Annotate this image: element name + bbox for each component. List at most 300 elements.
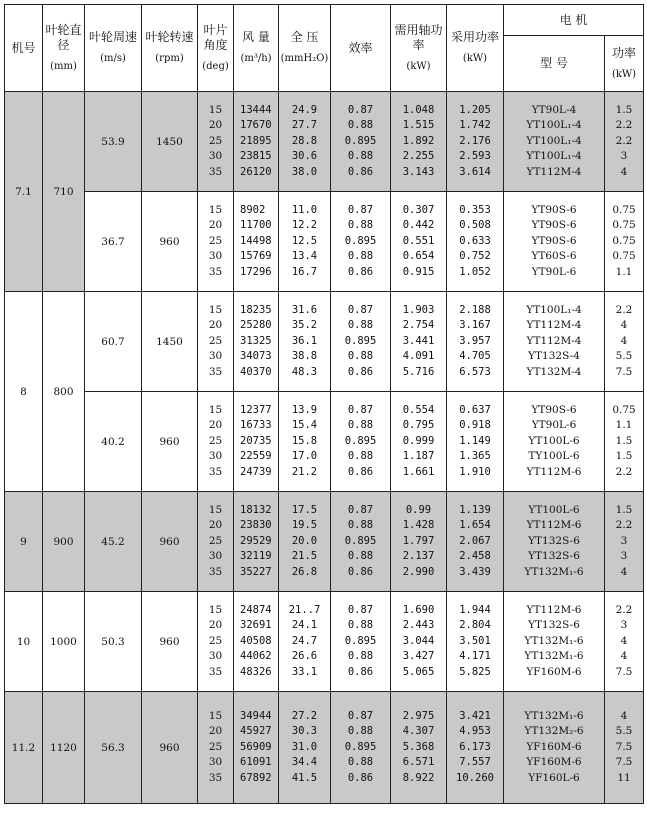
cell-value: 24874 [240,603,272,616]
header-shaft-power: 需用轴功 率 (kW) [391,5,447,92]
header-no: 机号 [5,5,43,92]
motor-power-cell [605,92,644,192]
cell-value: YT90S-6 [531,203,577,216]
cell-value: YT132S-6 [528,550,580,563]
pressure-cell [279,492,331,592]
cell-value: 0.88 [347,619,374,632]
cell-value: 1.797 [402,534,435,547]
tip-speed-cell: 50.3 [85,592,142,692]
cell-value: 0.307 [402,203,435,216]
cell-value: 1.690 [402,603,435,616]
cell-value: 40370 [240,365,272,378]
cell-value: 0.633 [459,234,491,247]
efficiency-cell [331,92,391,192]
cell-value: 0.75 [612,219,636,232]
cell-value: YT112M-4 [526,319,582,332]
cell-value: 3.044 [402,634,435,647]
cell-value: 61091 [240,756,272,769]
cell-value: 3 [620,150,628,163]
cell-value: 48326 [240,665,272,678]
cell-value: 0.75 [612,234,636,247]
blade-angle-cell [198,292,234,392]
rot-speed-cell: 1450 [142,292,198,392]
cell-value: 0.554 [402,403,435,416]
cell-value: 0.88 [347,650,374,663]
cell-value: 0.895 [344,134,377,147]
cell-value: 3 [620,619,628,632]
header-tip-speed: 叶轮周速 (m/s) [85,5,142,92]
model-number-cell: 10 [5,592,43,692]
cell-value: 30 [208,550,223,563]
cell-value: 1.5 [615,103,633,116]
cell-value: 36.1 [291,334,318,347]
rot-speed-cell: 960 [142,492,198,592]
cell-value: 0.915 [402,265,435,278]
motor-power-cell [605,292,644,392]
cell-value: 0.895 [344,234,377,247]
motor-model-cell [504,392,605,492]
cell-value: 0.895 [344,334,377,347]
cell-value: 0.895 [344,634,377,647]
cell-value: 0.86 [347,565,374,578]
diameter-cell: 1120 [43,692,85,804]
model-number-cell: 9 [5,492,43,592]
cell-value: 33.1 [291,665,318,678]
cell-value: 25 [208,334,223,347]
cell-value: 3.167 [459,319,491,332]
cell-value: 17.0 [291,450,318,463]
motor-model-cell [504,92,605,192]
cell-value: 6.173 [459,740,491,753]
shaft-power-cell [391,292,447,392]
cell-value: 1.149 [459,434,491,447]
cell-value: 15 [208,503,223,516]
cell-value: 3.957 [459,334,491,347]
adopted-power-cell [447,692,504,804]
cell-value: 0.88 [347,150,374,163]
diameter-cell: 900 [43,492,85,592]
fan-performance-table-container [4,4,643,833]
cell-value: 31.6 [291,303,318,316]
cell-value: 0.86 [347,365,374,378]
cell-value: 2.458 [459,550,491,563]
cell-value: 0.75 [612,250,636,263]
cell-value: 30.3 [291,725,318,738]
efficiency-cell [331,292,391,392]
cell-value: 4 [620,319,628,332]
cell-value: 0.87 [347,709,374,722]
cell-value: 2.2 [615,134,633,147]
cell-value: 30 [208,350,223,363]
table-header [5,5,644,92]
cell-value: YT132S-4 [528,350,580,363]
motor-model-cell [504,292,605,392]
motor-power-cell [605,592,644,692]
cell-value: YT90L-4 [531,103,577,116]
cell-value: 2.2 [615,303,633,316]
cell-value: 5.5 [615,725,633,738]
diameter-cell: 710 [43,92,85,292]
cell-value: YT112M-6 [526,465,582,478]
cell-value: 1.1 [615,265,633,278]
cell-value: 25 [208,740,223,753]
cell-value: 3.501 [459,634,491,647]
adopted-power-cell [447,392,504,492]
motor-power-cell [605,492,644,592]
cell-value: YF160M-6 [526,740,582,753]
cell-value: YF160M-6 [526,665,582,678]
cell-value: 6.571 [402,756,435,769]
cell-value: 1.365 [459,450,491,463]
motor-model-cell [504,592,605,692]
cell-value: 0.999 [402,434,435,447]
cell-value: 35.2 [291,319,318,332]
adopted-power-cell [447,92,504,192]
cell-value: YT100L₁-4 [526,303,582,316]
header-diameter: 叶轮直径 (mm) [43,5,85,92]
cell-value: 2.975 [402,709,435,722]
cell-value: 35 [208,165,223,178]
cell-value: 18132 [240,503,272,516]
cell-value: 7.5 [615,665,633,678]
cell-value: YT112M-6 [526,519,582,532]
cell-value: 26.6 [291,650,318,663]
cell-value: 1.139 [459,503,491,516]
cell-value: 0.752 [459,250,491,263]
diameter-cell: 1000 [43,592,85,692]
cell-value: 24.9 [291,103,318,116]
cell-value: 34.4 [291,756,318,769]
air-volume-cell [234,192,279,292]
cell-value: 4 [620,334,628,347]
cell-value: 8.922 [402,771,435,784]
blade-angle-cell [198,692,234,804]
rot-speed-cell: 1450 [142,92,198,192]
cell-value: 1.944 [459,603,491,616]
cell-value: 15 [208,303,223,316]
tip-speed-cell: 53.9 [85,92,142,192]
cell-value: 15 [208,203,223,216]
tip-speed-cell: 40.2 [85,392,142,492]
shaft-power-cell [391,392,447,492]
cell-value: YT60S-6 [531,250,577,263]
cell-value: 34073 [240,350,272,363]
cell-value: 1.052 [459,265,491,278]
cell-value: 2.2 [615,119,633,132]
cell-value: 18235 [240,303,272,316]
efficiency-cell [331,592,391,692]
cell-value: 21.5 [291,550,318,563]
cell-value: YT100L-6 [528,503,580,516]
cell-value: YT132S-6 [528,619,580,632]
cell-value: 41.5 [291,771,318,784]
cell-value: 17.5 [291,503,318,516]
cell-value: 1.661 [402,465,435,478]
cell-value: 0.87 [347,303,374,316]
cell-value: 7.557 [459,756,491,769]
header-motor-power: 功率 (kW) [605,36,644,92]
cell-value: 24.1 [291,619,318,632]
cell-value: 15 [208,103,223,116]
cell-value: YT132M₂-6 [524,725,584,738]
cell-value: 3.427 [402,650,435,663]
cell-value: 0.87 [347,103,374,116]
cell-value: 4.091 [402,350,435,363]
cell-value: 22559 [240,450,272,463]
cell-value: 13.4 [291,250,318,263]
adopted-power-cell [447,292,504,392]
cell-value: 34944 [240,709,272,722]
cell-value: YT132M₁-6 [524,634,584,647]
cell-value: 20 [208,519,223,532]
shaft-power-cell [391,592,447,692]
cell-value: 32691 [240,619,272,632]
cell-value: 35 [208,565,223,578]
cell-value: 4 [620,634,628,647]
air-volume-cell [234,492,279,592]
diameter-cell: 800 [43,292,85,492]
cell-value: 15769 [240,250,272,263]
motor-model-cell [504,692,605,804]
model-number-cell: 8 [5,292,43,492]
cell-value: 0.88 [347,319,374,332]
cell-value: 20 [208,319,223,332]
cell-value: 3 [620,534,628,547]
cell-value: 29529 [240,534,272,547]
cell-value: 0.88 [347,450,374,463]
cell-value: YT100L-6 [528,434,580,447]
cell-value: 11.0 [291,203,318,216]
cell-value: 5.5 [615,350,633,363]
shaft-power-cell [391,492,447,592]
cell-value: 7.5 [615,365,633,378]
motor-model-cell [504,492,605,592]
cell-value: 30 [208,756,223,769]
cell-value: YT112M-4 [526,334,582,347]
cell-value: 11 [617,771,631,784]
table-row [5,392,644,492]
motor-power-cell [605,192,644,292]
cell-value: 25 [208,234,223,247]
cell-value: 26.8 [291,565,318,578]
cell-value: 35 [208,665,223,678]
cell-value: 20 [208,419,223,432]
cell-value: 25 [208,634,223,647]
tip-speed-cell: 60.7 [85,292,142,392]
cell-value: 0.75 [612,403,636,416]
cell-value: 14498 [240,234,272,247]
cell-value: 0.88 [347,350,374,363]
header-pressure: 全 压 (mmH₂O) [279,5,331,92]
cell-value: 0.637 [459,403,491,416]
blade-angle-cell [198,492,234,592]
cell-value: 1.515 [402,119,435,132]
blade-angle-cell [198,392,234,492]
cell-value: 0.895 [344,434,377,447]
cell-value: 4.171 [459,650,491,663]
cell-value: 20 [208,119,223,132]
rot-speed-cell: 960 [142,192,198,292]
cell-value: 19.5 [291,519,318,532]
adopted-power-cell [447,192,504,292]
cell-value: 0.99 [405,503,432,516]
cell-value: 2.443 [402,619,435,632]
cell-value: 17670 [240,119,272,132]
cell-value: 0.88 [347,725,374,738]
cell-value: 0.88 [347,419,374,432]
cell-value: 38.8 [291,350,318,363]
cell-value: 2.804 [459,619,491,632]
shaft-power-cell [391,192,447,292]
cell-value: 35 [208,771,223,784]
cell-value: 40508 [240,634,272,647]
tip-speed-cell: 56.3 [85,692,142,804]
motor-model-cell [504,192,605,292]
air-volume-cell [234,92,279,192]
cell-value: 1.742 [459,119,491,132]
cell-value: 1.903 [402,303,435,316]
cell-value: 23830 [240,519,272,532]
cell-value: 0.87 [347,203,374,216]
cell-value: 2.2 [615,603,633,616]
cell-value: 5.368 [402,740,435,753]
cell-value: 2.067 [459,534,491,547]
cell-value: 0.86 [347,165,374,178]
cell-value: YT90L-6 [531,265,577,278]
cell-value: 2.593 [459,150,491,163]
cell-value: YT90L-6 [531,419,577,432]
cell-value: 2.990 [402,565,435,578]
cell-value: 4 [620,709,628,722]
blade-angle-cell [198,592,234,692]
tip-speed-cell: 36.7 [85,192,142,292]
cell-value: 0.508 [459,219,491,232]
table-row [5,292,644,392]
cell-value: 3.439 [459,565,491,578]
cell-value: 0.918 [459,419,491,432]
cell-value: 0.353 [459,203,491,216]
cell-value: 13.9 [291,403,318,416]
cell-value: 4 [620,165,628,178]
cell-value: 21895 [240,134,272,147]
cell-value: 0.86 [347,465,374,478]
cell-value: YT132M₁-6 [524,650,584,663]
cell-value: 26120 [240,165,272,178]
cell-value: 12.2 [291,219,318,232]
air-volume-cell [234,592,279,692]
cell-value: 5.716 [402,365,435,378]
cell-value: 11700 [240,219,272,232]
table-row [5,492,644,592]
cell-value: 0.86 [347,265,374,278]
cell-value: 30 [208,150,223,163]
cell-value: YT100L₁-4 [526,134,582,147]
cell-value: 25 [208,434,223,447]
table-row [5,692,644,804]
efficiency-cell [331,692,391,804]
cell-value: 3 [620,550,628,563]
cell-value: 7.5 [615,740,633,753]
cell-value: 0.551 [402,234,435,247]
cell-value: 21..7 [288,603,321,616]
cell-value: 1.205 [459,103,491,116]
cell-value: 0.654 [402,250,435,263]
motor-power-cell [605,692,644,804]
cell-value: 16733 [240,419,272,432]
cell-value: 0.88 [347,219,374,232]
cell-value: 1.892 [402,134,435,147]
cell-value: 12377 [240,403,272,416]
header-efficiency: 效率 [331,5,391,92]
header-rot-speed: 叶轮转速 (rpm) [142,5,198,92]
air-volume-cell [234,392,279,492]
cell-value: 2.137 [402,550,435,563]
cell-value: 0.88 [347,756,374,769]
air-volume-cell [234,292,279,392]
cell-value: 28.8 [291,134,318,147]
cell-value: 44062 [240,650,272,663]
cell-value: YT90S-6 [531,403,577,416]
cell-value: 2.176 [459,134,491,147]
cell-value: 20 [208,219,223,232]
cell-value: 30 [208,450,223,463]
cell-value: 3.614 [459,165,491,178]
cell-value: 0.795 [402,419,435,432]
cell-value: 0.87 [347,503,374,516]
header-blade-angle: 叶片角度 (deg) [198,5,234,92]
cell-value: 2.754 [402,319,435,332]
cell-value: 0.87 [347,603,374,616]
cell-value: 1.5 [615,434,633,447]
cell-value: 1.5 [615,450,633,463]
pressure-cell [279,692,331,804]
cell-value: 1.654 [459,519,491,532]
cell-value: 4.705 [459,350,491,363]
cell-value: 2.2 [615,465,633,478]
adopted-power-cell [447,492,504,592]
pressure-cell [279,192,331,292]
efficiency-cell [331,492,391,592]
cell-value: 2.2 [615,519,633,532]
header-motor: 电 机 [504,5,644,36]
cell-value: 35 [208,365,223,378]
cell-value: 0.88 [347,250,374,263]
pressure-cell [279,392,331,492]
table-row [5,192,644,292]
cell-value: 24739 [240,465,272,478]
cell-value: 0.895 [344,740,377,753]
cell-value: 35227 [240,565,272,578]
header-motor-model: 型 号 [504,36,605,92]
cell-value: 4 [620,650,628,663]
rot-speed-cell: 960 [142,592,198,692]
cell-value: TY100L-6 [528,450,580,463]
cell-value: 3.143 [402,165,435,178]
model-number-cell: 7.1 [5,92,43,292]
cell-value: 20 [208,725,223,738]
cell-value: 0.88 [347,550,374,563]
table-row [5,592,644,692]
header-air-volume: 风 量 (m³/h) [234,5,279,92]
shaft-power-cell [391,92,447,192]
cell-value: 1.187 [402,450,435,463]
cell-value: 0.75 [612,203,636,216]
cell-value: 1.910 [459,465,491,478]
cell-value: 2.255 [402,150,435,163]
cell-value: 0.86 [347,665,374,678]
cell-value: 3.441 [402,334,435,347]
cell-value: 32119 [240,550,272,563]
